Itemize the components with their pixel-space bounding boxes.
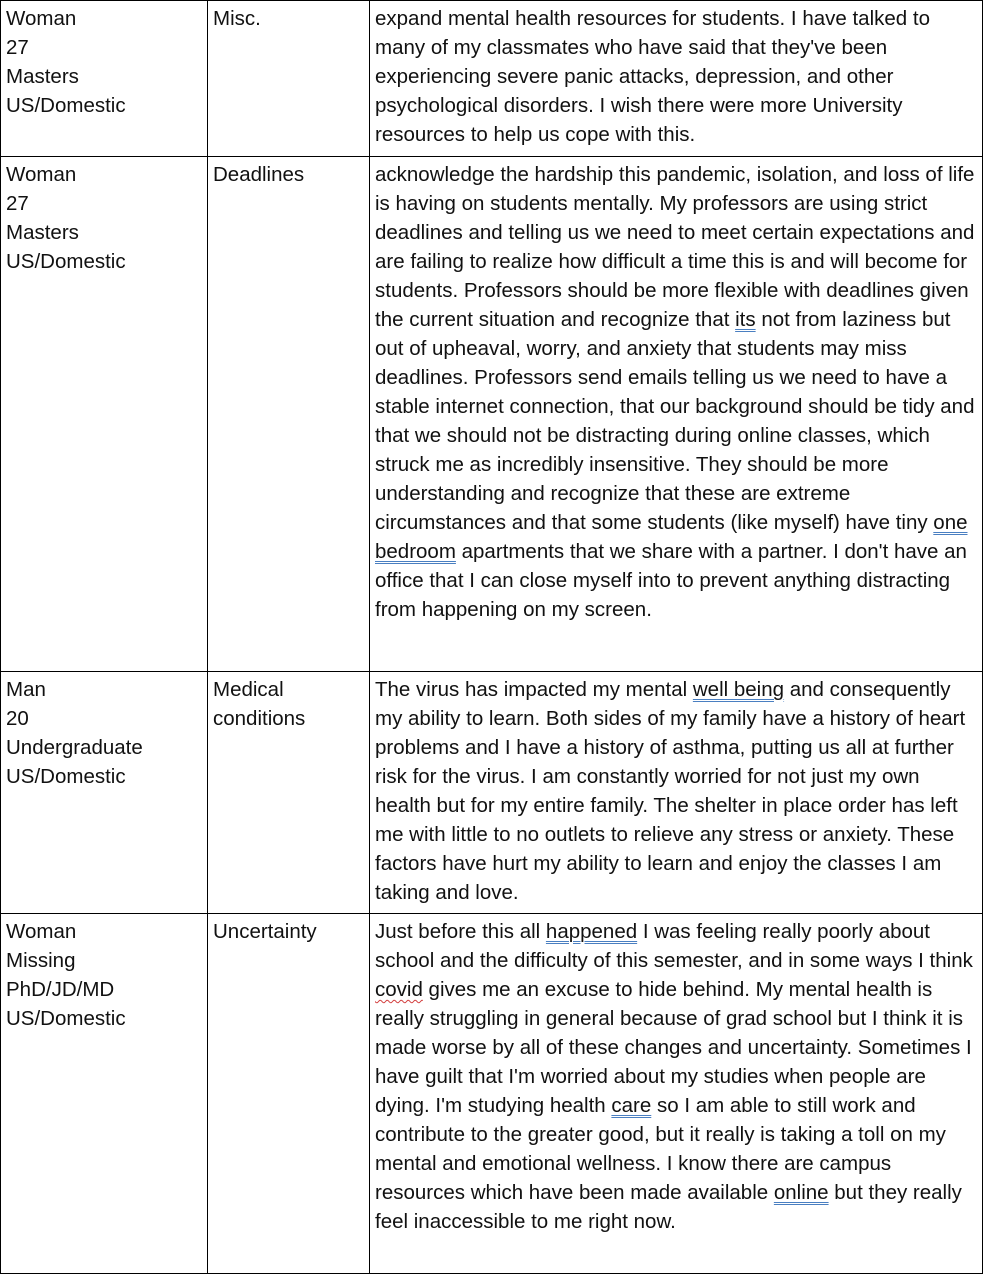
table-row xyxy=(1,914,983,1274)
degree-value: Masters xyxy=(6,65,79,88)
category-cell: Misc. xyxy=(208,1,370,157)
response-text-cell xyxy=(370,672,983,914)
grammar-flagged-word[interactable]: one bedroom xyxy=(375,511,968,563)
category-cell: Medical conditions xyxy=(208,672,370,914)
grammar-flagged-word[interactable]: online xyxy=(773,1181,829,1204)
responses-table-body xyxy=(1,1,983,1274)
response-text: I was feeling really poorly about school and the difficulty of this semester, and in some ways I think xyxy=(375,920,973,972)
table-row xyxy=(1,672,983,914)
demographics-cell xyxy=(1,914,208,1274)
response-text-cell xyxy=(370,914,983,1274)
gender-value: Woman xyxy=(6,163,77,186)
response-text: Just before this all xyxy=(375,920,546,943)
category-cell: Uncertainty xyxy=(208,914,370,1274)
response-text: expand mental health resources for students. I have talked to many of my classmates who have said that they've been experiencing severe panic attacks, depression, and other psychological disorders. I wish there were more University resources to help us cope with this. xyxy=(375,7,930,146)
response-text-cell xyxy=(370,157,983,672)
age-value: Missing xyxy=(6,949,76,972)
degree-value: Masters xyxy=(6,221,79,244)
grammar-flagged-word[interactable]: happened xyxy=(545,920,638,943)
table-row xyxy=(1,157,983,672)
residency-value: US/Domestic xyxy=(6,250,126,273)
demographics-cell xyxy=(1,157,208,672)
degree-value: PhD/JD/MD xyxy=(6,978,115,1001)
residency-value: US/Domestic xyxy=(6,765,126,788)
response-text-cell xyxy=(370,1,983,157)
demographics-cell xyxy=(1,672,208,914)
residency-value: US/Domestic xyxy=(6,94,126,117)
table-row xyxy=(1,1,983,157)
spelling-flagged-word[interactable]: covid xyxy=(375,978,423,1001)
response-text: gives me an excuse to hide behind. My mental health is really struggling in general because of grad school but I think it is made worse by all of these changes and uncertainty. Sometimes I have guilt that I'm worried about my studies when people are dying. I'm studying health xyxy=(375,978,972,1117)
age-value: 27 xyxy=(6,192,29,215)
response-text: not from laziness but out of upheaval, worry, and anxiety that students may miss deadlines. Professors send emails telling us we need to have a stable internet connection, that our background should be tidy and that we should not be distracting during online classes, which struck me as incredibly insensitive. They should be more understanding and recognize that these are extreme circumstances and that some students (like myself) have tiny xyxy=(375,308,975,534)
response-text: apartments that we share with a partner. I don't have an office that I can close myself into to prevent anything distracting from happening on my screen. xyxy=(375,540,967,621)
response-text: The virus has impacted my mental xyxy=(375,678,693,701)
response-text: so I am able to still work and contribute to the greater good, but it really is taking a toll on my mental and emotional wellness. I know there are campus resources which have been made available xyxy=(375,1094,946,1204)
grammar-flagged-word[interactable]: care xyxy=(611,1094,652,1117)
degree-value: Undergraduate xyxy=(6,736,143,759)
age-value: 27 xyxy=(6,36,29,59)
gender-value: Man xyxy=(6,678,46,701)
grammar-flagged-word[interactable]: its xyxy=(735,308,756,331)
category-cell: Deadlines xyxy=(208,157,370,672)
residency-value: US/Domestic xyxy=(6,1007,126,1030)
gender-value: Woman xyxy=(6,920,77,943)
grammar-flagged-word[interactable]: well being xyxy=(692,678,785,701)
response-text: and consequently my ability to learn. Both sides of my family have a history of heart problems and I have a history of asthma, putting us all at further risk for the virus. I am constantly worried for not just my own health but for my entire family. The shelter in place order has left me with little to no outlets to relieve any stress or anxiety. These factors have hurt my ability to learn and enjoy the classes I am taking and love. xyxy=(375,678,966,904)
response-text: acknowledge the hardship this pandemic, isolation, and loss of life is having on students mentally. My professors are using strict deadlines and telling us we need to meet certain expectations and are failing to realize how difficult a time this is and will become for students. Professors should be more flexible with deadlines given the current situation and recognize that xyxy=(375,163,975,331)
response-text: but they really feel inaccessible to me right now. xyxy=(375,1181,962,1233)
gender-value: Woman xyxy=(6,7,77,30)
age-value: 20 xyxy=(6,707,29,730)
demographics-cell xyxy=(1,1,208,157)
